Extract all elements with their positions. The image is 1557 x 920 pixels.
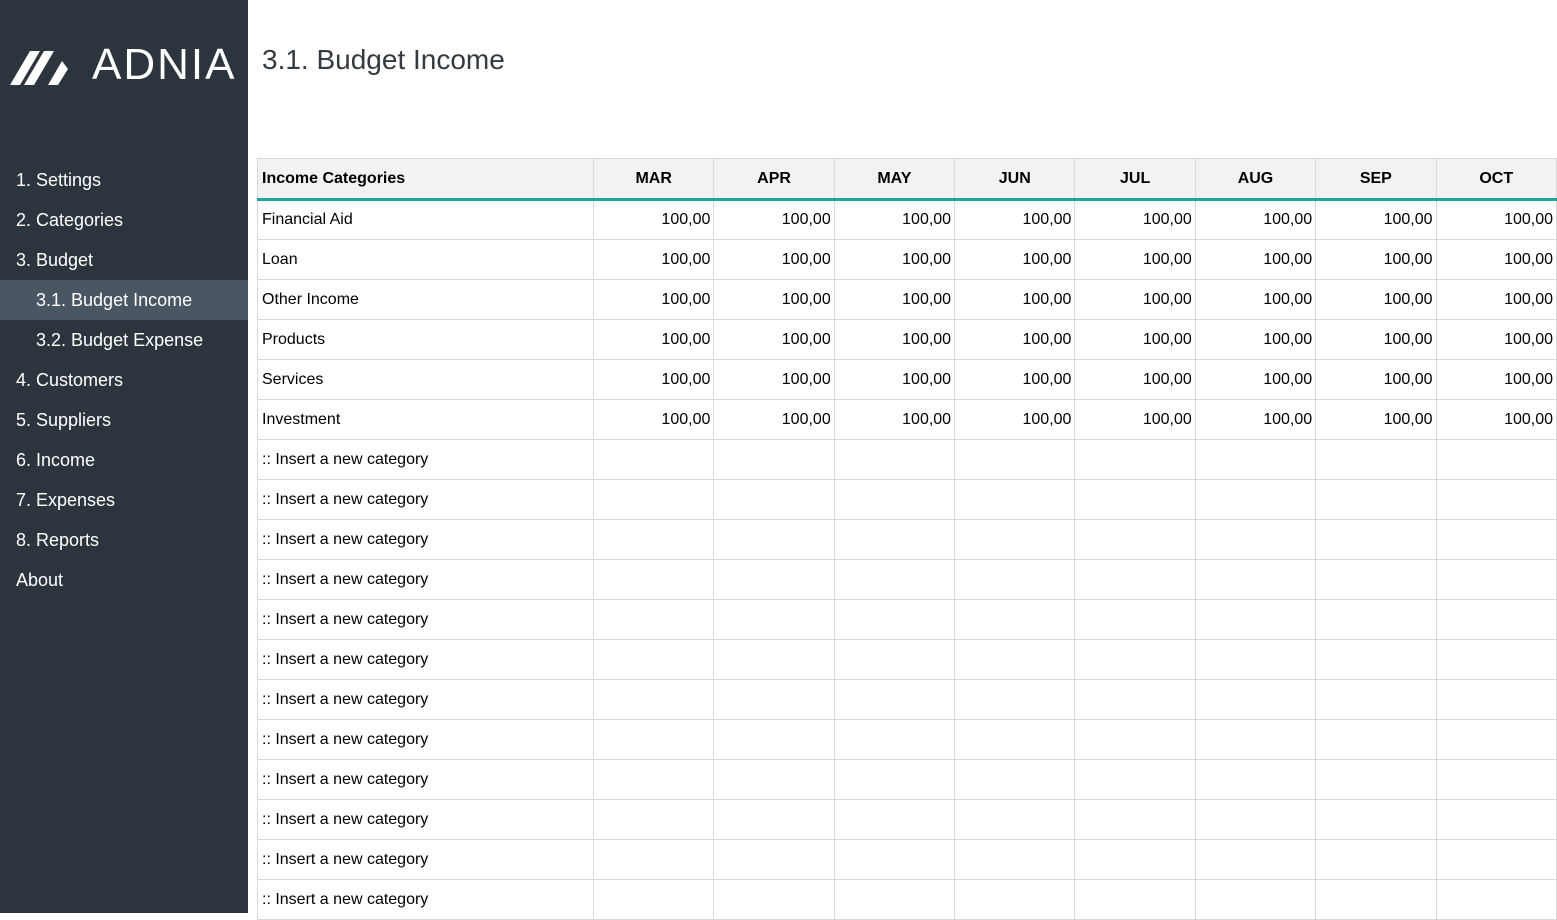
category-cell[interactable]: :: Insert a new category [258, 520, 594, 560]
value-cell[interactable] [955, 560, 1075, 600]
value-cell[interactable] [834, 880, 954, 920]
value-cell[interactable]: 100,00 [1316, 400, 1436, 440]
value-cell[interactable] [1436, 680, 1556, 720]
value-cell[interactable]: 100,00 [714, 400, 834, 440]
budget-table-container[interactable] [257, 158, 1553, 913]
budget-income-table [257, 158, 1557, 920]
value-cell[interactable] [594, 680, 714, 720]
table-row [258, 280, 1557, 320]
value-cell[interactable] [1316, 760, 1436, 800]
value-cell[interactable] [1195, 440, 1315, 480]
value-cell[interactable] [714, 760, 834, 800]
value-cell[interactable] [955, 640, 1075, 680]
value-cell[interactable] [955, 840, 1075, 880]
value-cell[interactable]: 100,00 [594, 200, 714, 240]
category-cell[interactable]: :: Insert a new category [258, 600, 594, 640]
value-cell[interactable] [1195, 720, 1315, 760]
value-cell[interactable] [1195, 760, 1315, 800]
value-cell[interactable]: 100,00 [594, 240, 714, 280]
value-cell[interactable] [594, 520, 714, 560]
table-row [258, 880, 1557, 920]
table-row [258, 200, 1557, 240]
value-cell[interactable] [834, 520, 954, 560]
value-cell[interactable] [955, 680, 1075, 720]
value-cell[interactable]: 100,00 [955, 400, 1075, 440]
value-cell[interactable] [1075, 640, 1195, 680]
page-title: 3.1. Budget Income [262, 44, 505, 75]
value-cell[interactable] [594, 760, 714, 800]
value-cell[interactable] [955, 880, 1075, 920]
value-cell[interactable]: 100,00 [955, 240, 1075, 280]
value-cell[interactable]: 100,00 [834, 240, 954, 280]
value-cell[interactable]: 100,00 [955, 280, 1075, 320]
value-cell[interactable]: 100,00 [955, 360, 1075, 400]
value-cell[interactable] [955, 760, 1075, 800]
table-row [258, 480, 1557, 520]
value-cell[interactable] [1075, 720, 1195, 760]
value-cell[interactable] [834, 840, 954, 880]
value-cell[interactable] [1195, 680, 1315, 720]
value-cell[interactable] [1316, 520, 1436, 560]
value-cell[interactable] [594, 720, 714, 760]
value-cell[interactable] [955, 520, 1075, 560]
adnia-logo-icon [10, 45, 68, 85]
value-cell[interactable]: 100,00 [834, 320, 954, 360]
value-cell[interactable]: 100,00 [1195, 400, 1315, 440]
value-cell[interactable]: 100,00 [1075, 360, 1195, 400]
table-row [258, 520, 1557, 560]
value-cell[interactable] [714, 520, 834, 560]
value-cell[interactable]: 100,00 [1436, 360, 1556, 400]
value-cell[interactable] [1436, 800, 1556, 840]
value-cell[interactable] [714, 840, 834, 880]
category-cell[interactable]: Products [258, 320, 594, 360]
category-cell[interactable]: :: Insert a new category [258, 840, 594, 880]
value-cell[interactable]: 100,00 [714, 240, 834, 280]
sidebar-item-budget[interactable]: 3. Budget [16, 250, 94, 270]
value-cell[interactable]: 100,00 [834, 200, 954, 240]
value-cell[interactable] [594, 440, 714, 480]
sidebar [0, 0, 248, 913]
table-row [258, 640, 1557, 680]
sidebar-item-budget-expense[interactable]: 3.2. Budget Expense [36, 330, 204, 350]
table-row [258, 720, 1557, 760]
value-cell[interactable] [594, 880, 714, 920]
value-cell[interactable] [1316, 840, 1436, 880]
table-row [258, 400, 1557, 440]
column-header-sep: SEP [1316, 159, 1436, 200]
value-cell[interactable]: 100,00 [594, 320, 714, 360]
category-cell[interactable]: Services [258, 360, 594, 400]
category-cell[interactable]: :: Insert a new category [258, 760, 594, 800]
value-cell[interactable]: 100,00 [1075, 320, 1195, 360]
value-cell[interactable]: 100,00 [955, 200, 1075, 240]
sidebar-item-reports[interactable]: 8. Reports [16, 530, 100, 550]
value-cell[interactable]: 100,00 [834, 280, 954, 320]
value-cell[interactable] [714, 680, 834, 720]
value-cell[interactable] [594, 840, 714, 880]
value-cell[interactable] [834, 800, 954, 840]
category-cell[interactable]: Other Income [258, 280, 594, 320]
category-cell[interactable]: :: Insert a new category [258, 480, 594, 520]
value-cell[interactable] [834, 480, 954, 520]
category-cell[interactable]: Loan [258, 240, 594, 280]
value-cell[interactable] [1316, 640, 1436, 680]
table-row [258, 680, 1557, 720]
value-cell[interactable] [1316, 560, 1436, 600]
column-header-aug: AUG [1195, 159, 1315, 200]
value-cell[interactable]: 100,00 [714, 200, 834, 240]
value-cell[interactable] [1436, 640, 1556, 680]
value-cell[interactable] [1316, 720, 1436, 760]
value-cell[interactable] [1436, 880, 1556, 920]
value-cell[interactable]: 100,00 [1195, 360, 1315, 400]
column-header-jun: JUN [955, 159, 1075, 200]
value-cell[interactable] [955, 480, 1075, 520]
value-cell[interactable] [1195, 840, 1315, 880]
value-cell[interactable] [1316, 680, 1436, 720]
logo [10, 40, 236, 90]
value-cell[interactable] [1195, 480, 1315, 520]
value-cell[interactable] [1195, 880, 1315, 920]
sidebar-item-budget-income[interactable]: 3.1. Budget Income [0, 280, 248, 320]
column-header-oct: OCT [1436, 159, 1556, 200]
value-cell[interactable] [955, 440, 1075, 480]
value-cell[interactable]: 100,00 [594, 400, 714, 440]
table-row [258, 440, 1557, 480]
value-cell[interactable]: 100,00 [1436, 200, 1556, 240]
value-cell[interactable] [1075, 800, 1195, 840]
value-cell[interactable] [1075, 760, 1195, 800]
value-cell[interactable]: 100,00 [1075, 280, 1195, 320]
value-cell[interactable] [1195, 800, 1315, 840]
table-row [258, 800, 1557, 840]
value-cell[interactable] [714, 880, 834, 920]
value-cell[interactable] [1436, 600, 1556, 640]
sidebar-item-customers[interactable]: 4. Customers [16, 370, 124, 390]
value-cell[interactable] [714, 800, 834, 840]
value-cell[interactable] [1316, 800, 1436, 840]
sidebar-item-about[interactable]: About [16, 570, 64, 590]
table-header-row [258, 159, 1557, 200]
value-cell[interactable]: 100,00 [1195, 320, 1315, 360]
sidebar-nav [0, 160, 248, 600]
value-cell[interactable] [714, 600, 834, 640]
value-cell[interactable]: 100,00 [1436, 320, 1556, 360]
sidebar-item-categories[interactable]: 2. Categories [16, 210, 124, 230]
category-cell[interactable]: :: Insert a new category [258, 440, 594, 480]
value-cell[interactable]: 100,00 [1195, 280, 1315, 320]
value-cell[interactable] [594, 640, 714, 680]
value-cell[interactable]: 100,00 [1436, 280, 1556, 320]
value-cell[interactable] [714, 560, 834, 600]
value-cell[interactable] [1195, 640, 1315, 680]
value-cell[interactable]: 100,00 [1316, 320, 1436, 360]
value-cell[interactable] [834, 440, 954, 480]
value-cell[interactable]: 100,00 [714, 320, 834, 360]
value-cell[interactable]: 100,00 [834, 360, 954, 400]
value-cell[interactable] [1195, 560, 1315, 600]
value-cell[interactable]: 100,00 [1316, 200, 1436, 240]
value-cell[interactable] [1436, 440, 1556, 480]
category-cell[interactable]: :: Insert a new category [258, 680, 594, 720]
column-header-mar: MAR [594, 159, 714, 200]
value-cell[interactable] [1316, 600, 1436, 640]
column-header-jul: JUL [1075, 159, 1195, 200]
value-cell[interactable]: 100,00 [1436, 240, 1556, 280]
category-cell[interactable]: Financial Aid [258, 200, 594, 240]
value-cell[interactable] [714, 440, 834, 480]
value-cell[interactable] [1436, 840, 1556, 880]
value-cell[interactable]: 100,00 [1316, 280, 1436, 320]
category-cell[interactable]: Investment [258, 400, 594, 440]
value-cell[interactable] [1075, 680, 1195, 720]
value-cell[interactable] [955, 600, 1075, 640]
sidebar-item-suppliers[interactable]: 5. Suppliers [16, 410, 112, 430]
value-cell[interactable]: 100,00 [1316, 240, 1436, 280]
value-cell[interactable]: 100,00 [594, 360, 714, 400]
value-cell[interactable] [1075, 600, 1195, 640]
value-cell[interactable] [834, 600, 954, 640]
value-cell[interactable] [1316, 440, 1436, 480]
table-row [258, 760, 1557, 800]
sidebar-item-settings[interactable]: 1. Settings [16, 170, 102, 190]
sidebar-item-income[interactable]: 6. Income [16, 450, 96, 470]
value-cell[interactable] [834, 760, 954, 800]
table-body [258, 200, 1557, 920]
column-header-categories: Income Categories [258, 159, 594, 200]
value-cell[interactable] [594, 800, 714, 840]
value-cell[interactable] [1075, 520, 1195, 560]
sidebar-item-expenses[interactable]: 7. Expenses [16, 490, 116, 510]
logo-text: ADNIA [92, 40, 237, 89]
value-cell[interactable]: 100,00 [1436, 400, 1556, 440]
value-cell[interactable]: 100,00 [594, 280, 714, 320]
value-cell[interactable] [1075, 440, 1195, 480]
column-header-apr: APR [714, 159, 834, 200]
table-row [258, 560, 1557, 600]
value-cell[interactable] [1436, 720, 1556, 760]
table-row [258, 240, 1557, 280]
value-cell[interactable] [834, 640, 954, 680]
table-row [258, 600, 1557, 640]
category-cell[interactable]: :: Insert a new category [258, 640, 594, 680]
value-cell[interactable] [834, 720, 954, 760]
value-cell[interactable] [1195, 520, 1315, 560]
value-cell[interactable] [1316, 880, 1436, 920]
category-cell[interactable]: :: Insert a new category [258, 560, 594, 600]
value-cell[interactable]: 100,00 [1075, 200, 1195, 240]
category-cell[interactable]: :: Insert a new category [258, 880, 594, 920]
value-cell[interactable] [1436, 480, 1556, 520]
table-row [258, 320, 1557, 360]
table-row [258, 840, 1557, 880]
value-cell[interactable] [1075, 560, 1195, 600]
column-header-may: MAY [834, 159, 954, 200]
value-cell[interactable]: 100,00 [834, 400, 954, 440]
category-cell[interactable]: :: Insert a new category [258, 800, 594, 840]
value-cell[interactable]: 100,00 [1195, 240, 1315, 280]
table-row [258, 360, 1557, 400]
value-cell[interactable] [594, 480, 714, 520]
value-cell[interactable] [1436, 560, 1556, 600]
value-cell[interactable] [1075, 480, 1195, 520]
value-cell[interactable] [1436, 520, 1556, 560]
value-cell[interactable]: 100,00 [955, 320, 1075, 360]
category-cell[interactable]: :: Insert a new category [258, 720, 594, 760]
value-cell[interactable] [834, 560, 954, 600]
value-cell[interactable] [834, 680, 954, 720]
value-cell[interactable] [955, 720, 1075, 760]
value-cell[interactable]: 100,00 [1316, 360, 1436, 400]
value-cell[interactable] [714, 640, 834, 680]
value-cell[interactable]: 100,00 [714, 280, 834, 320]
value-cell[interactable] [1195, 600, 1315, 640]
value-cell[interactable]: 100,00 [1075, 240, 1195, 280]
value-cell[interactable]: 100,00 [714, 360, 834, 400]
value-cell[interactable] [714, 480, 834, 520]
value-cell[interactable] [1075, 880, 1195, 920]
value-cell[interactable] [1436, 760, 1556, 800]
value-cell[interactable]: 100,00 [1075, 400, 1195, 440]
value-cell[interactable] [1316, 480, 1436, 520]
value-cell[interactable] [594, 600, 714, 640]
value-cell[interactable] [1075, 840, 1195, 880]
value-cell[interactable] [594, 560, 714, 600]
value-cell[interactable] [955, 800, 1075, 840]
value-cell[interactable]: 100,00 [1195, 200, 1315, 240]
value-cell[interactable] [714, 720, 834, 760]
